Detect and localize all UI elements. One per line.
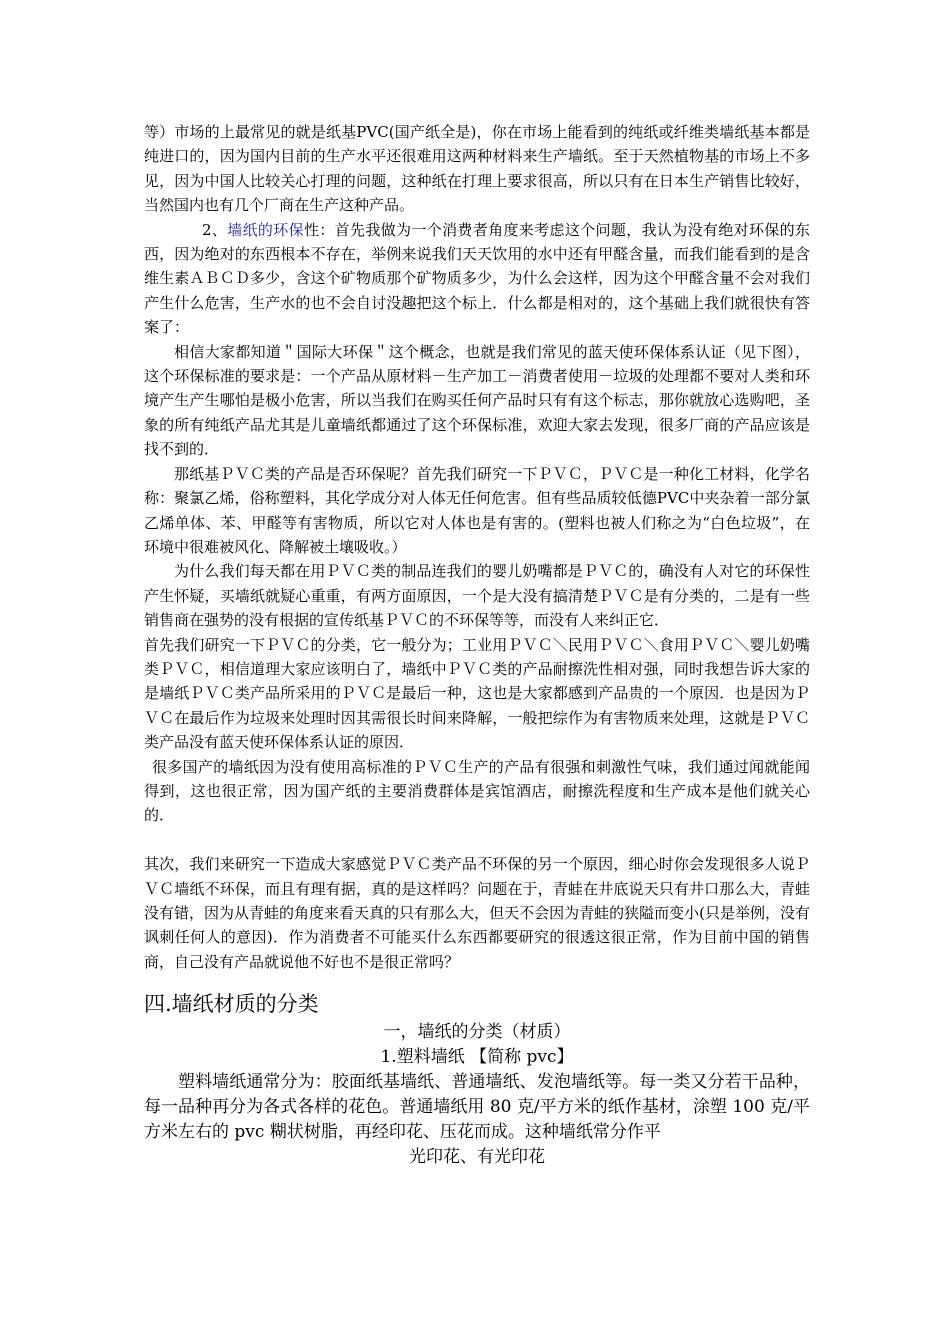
section-subtitle: 一，墙纸的分类（材质）	[383, 1022, 571, 1043]
document-page	[144, 120, 810, 1170]
paragraph-pvc-classification: 首先我们研究一下ＰＶＣ的分类，它一般分为；工业用ＰＶＣ＼民用ＰＶＣ＼食用ＰＶＣ＼婴儿奶嘴类ＰＶＣ，相信道理大家应该明白了，墙纸中ＰＶＣ类的产品耐擦洗性相对强，同时我想告诉大家的是墙纸ＰＶＣ类产品所采用的ＰＶＣ是最后一种，这也是大家都感到产品贵的一个原因．也是因为ＰＶＣ在最后作为垃圾来处理时因其需很长时间来降解，一般把综作为有害物质来处理，这就是ＰＶＣ类产品没有蓝天使环保体系认证的原因．	[144, 635, 810, 752]
blank-line	[144, 828, 810, 852]
paragraph-pvc-chemistry: 那纸基ＰＶＣ类的产品是否环保呢？首先我们研究一下ＰＶＣ，ＰＶＣ是一种化工材料，化学名称：聚氯乙烯，俗称塑料，其化学成分对人体无任何危害。但有些品质较低德PVC中夹杂着一部分氯乙烯单体、苯、甲醛等有害物质，所以它对人体也是有害的。(塑料也被人们称之为“白色垃圾”，在环境中很难被风化、降解被土壤吸收。）	[144, 464, 810, 556]
section-heading: 四.墙纸材质的分类	[144, 992, 319, 1017]
paragraph-eco-friendliness	[144, 218, 810, 340]
paragraph-last-line: 光印花、有光印花	[409, 1147, 545, 1168]
paragraph-plastic-wallpaper: 塑料墙纸通常分为：胶面纸基墙纸、普通墙纸、发泡墙纸等。每一类又分若干品种，每一品种再分为各式各样的花色。普通墙纸用 80 克/平方米的纸作基材，涂塑 100 克/平方米左右的 pvc 糊状树脂，再经印花、压花而成。这种墙纸常分作平	[144, 1072, 810, 1143]
item-title: 1.塑料墙纸 【简称 pvc】	[380, 1047, 574, 1068]
wallpaper-eco-link[interactable]: 墙纸的环保	[227, 220, 304, 239]
paragraph-pvc-market: 等）市场的上最常见的就是纸基PVC(国产纸全是)，你在市场上能看到的纯纸或纤维类墙纸基本都是纯进口的，因为国内目前的生产水平还很难用这两种材料来生产墙纸。至于天然植物基的市场上不多见，因为中国人比较关心打理的问题，这种纸在打理上要求很高，所以只有在日本生产销售比较好，当然国内也有几个厂商在生产这种产品。	[144, 123, 810, 215]
paragraph-domestic-wallpaper: 很多国产的墙纸因为没有使用高标准的ＰＶＣ生产的产品有很强和刺激性气味，我们通过闻就能闻得到，这也很正常，因为国产纸的主要消费群体是宾馆酒店，耐擦洗程度和生产成本是他们就关心的．	[144, 757, 810, 825]
paragraph-frog-analogy: 其次，我们来研究一下造成大家感觉ＰＶＣ类产品不环保的另一个原因，细心时你会发现很多人说ＰＶＣ墙纸不环保，而且有理有据，真的是这样吗？问题在于，青蛙在井底说天只有井口那么大，青蛙没有错，因为从青蛙的角度来看天真的只有那么大，但天不会因为青蛙的狭隘而变小(只是举例，没有讽刺任何人的意因)．作为消费者不可能买什么东西都要研究的很透这很正常，作为目前中国的销售商，自己没有产品就说他不好也不是很正常吗？	[144, 855, 810, 971]
paragraph-blue-angel: 相信大家都知道＂国际大环保＂这个概念，也就是我们常见的蓝天使环保体系认证（见下图），这个环保标准的要求是：一个产品从原材料－生产加工－消费者使用－垃圾的处理都不要对人类和环境产生产生哪怕是极小危害，所以当我们在购买任何产品时只有有这个标志，那你就放心选购吧，圣象的所有纯纸产品尤其是儿童墙纸都通过了这个环保标准，欢迎大家去发现，很多厂商的产品应该是找不到的．	[144, 342, 810, 459]
paragraph-eco-text: 性：首先我做为一个消费者角度来考虑这个问题，我认为没有绝对环保的东西，因为绝对的东西根本不存在，举例来说我们天天饮用的水中还有甲醛含量，而我们能看到的是含维生素ＡＢＣＤ多少，含这个矿物质那个矿物质多少，为什么会这样，因为这个甲醛含量不会对我们产生什么危害，生产水的也不会自讨没趣把这个标上．什么都是相对的，这个基础上我们就很快有答案了：	[144, 220, 810, 337]
paragraph-pvc-doubt: 为什么我们每天都在用ＰＶＣ类的制品连我们的婴儿奶嘴都是ＰＶＣ的，确没有人对它的环保性产生怀疑，买墙纸就疑心重重，有两方面原因，一个是大没有搞清楚ＰＶＣ是有分类的，二是有一些销售商在强势的没有根据的宣传纸基ＰＶＣ的不环保等等，而没有人来纠正它．	[144, 562, 810, 630]
list-number: 2、	[202, 220, 228, 239]
